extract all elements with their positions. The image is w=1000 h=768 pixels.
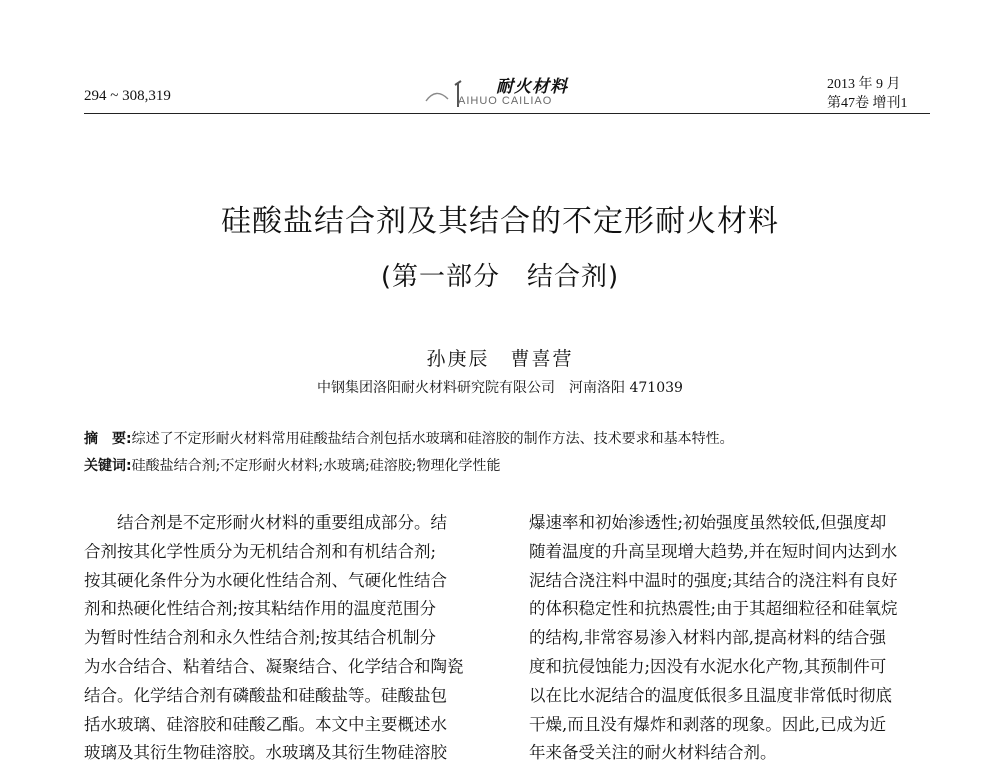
text-line: 为水合结合、粘着结合、凝聚结合、化学结合和陶瓷: [84, 656, 464, 676]
text-line: 结合剂是不定形耐火材料的重要组成部分。结: [84, 513, 447, 532]
text-line: 以在比水泥结合的温度低很多且温度非常低时彻底: [529, 685, 892, 705]
text-line: 随着温度的升高呈现增大趋势,并在短时间内达到水: [529, 541, 898, 561]
keywords-text: 硅酸盐结合剂;不定形耐火材料;水玻璃;硅溶胶;物理化学性能: [131, 458, 501, 474]
text-line: 为暂时性结合剂和永久性结合剂;按其结合机制分: [84, 628, 437, 648]
header-divider: [84, 113, 930, 114]
text-line: 爆速率和初始渗透性;初始强度虽然较低,但强度却: [529, 513, 887, 532]
text-line: 剂和热硬化性结合剂;按其粘结作用的温度范围分: [84, 599, 437, 619]
text-line: 的结构,非常容易渗入材料内部,提高材料的结合强: [529, 628, 886, 648]
body-column-right: [529, 509, 939, 768]
text-line: 括水玻璃、硅溶胶和硅酸乙酯。本文中主要概述水: [84, 714, 447, 734]
issue-volume: 第47卷 增刊1: [827, 96, 908, 111]
text-line: 的体积稳定性和抗热震性;由于其超细粒径和硅氧烷: [529, 599, 898, 619]
text-line: 泥结合浇注料中温时的强度;其结合的浇注料有良好: [529, 570, 898, 590]
text-line: 按其硬化条件分为水硬化性结合剂、气硬化性结合: [84, 570, 447, 590]
issue-date: 2013 年 9 月: [827, 77, 901, 92]
text-line: 合剂按其化学性质分为无机结合剂和有机结合剂;: [84, 541, 437, 561]
text-line: 年来备受关注的耐火材料结合剂。: [529, 743, 777, 763]
paper-title: 硅酸盐结合剂及其结合的不定形耐火材料: [221, 204, 779, 239]
journal-name-cn: 耐火材料: [496, 77, 568, 97]
abstract: [84, 428, 734, 448]
abstract-text: 综述了不定形耐火材料常用硅酸盐结合剂包括水玻璃和硅溶胶的制作方法、技术要求和基本特性。: [131, 431, 734, 447]
text-line: 干燥,而且没有爆炸和剥落的现象。因此,已成为近: [529, 714, 886, 734]
body-column-left: [84, 509, 494, 768]
text-line: 度和抗侵蚀能力;因没有水泥水化产物,其预制件可: [529, 656, 887, 676]
text-line: 玻璃及其衍生物硅溶胶。水玻璃及其衍生物硅溶胶: [84, 743, 447, 763]
text-line: 结合。化学结合剂有磷酸盐和硅酸盐等。硅酸盐包: [84, 685, 447, 705]
affiliation: 中钢集团洛阳耐火材料研究院有限公司 河南洛阳 471039: [317, 380, 683, 396]
authors: 孙庚辰 曹喜营: [426, 348, 574, 370]
abstract-label: 摘 要:: [84, 431, 132, 447]
keywords-label: 关键词:: [84, 458, 132, 474]
keywords: [84, 455, 500, 475]
page-range: 294 ~ 308,319: [84, 88, 171, 104]
paper-subtitle: (第一部分 结合剂): [380, 262, 620, 292]
journal-name-en: AIHUO CAILIAO: [458, 95, 553, 107]
